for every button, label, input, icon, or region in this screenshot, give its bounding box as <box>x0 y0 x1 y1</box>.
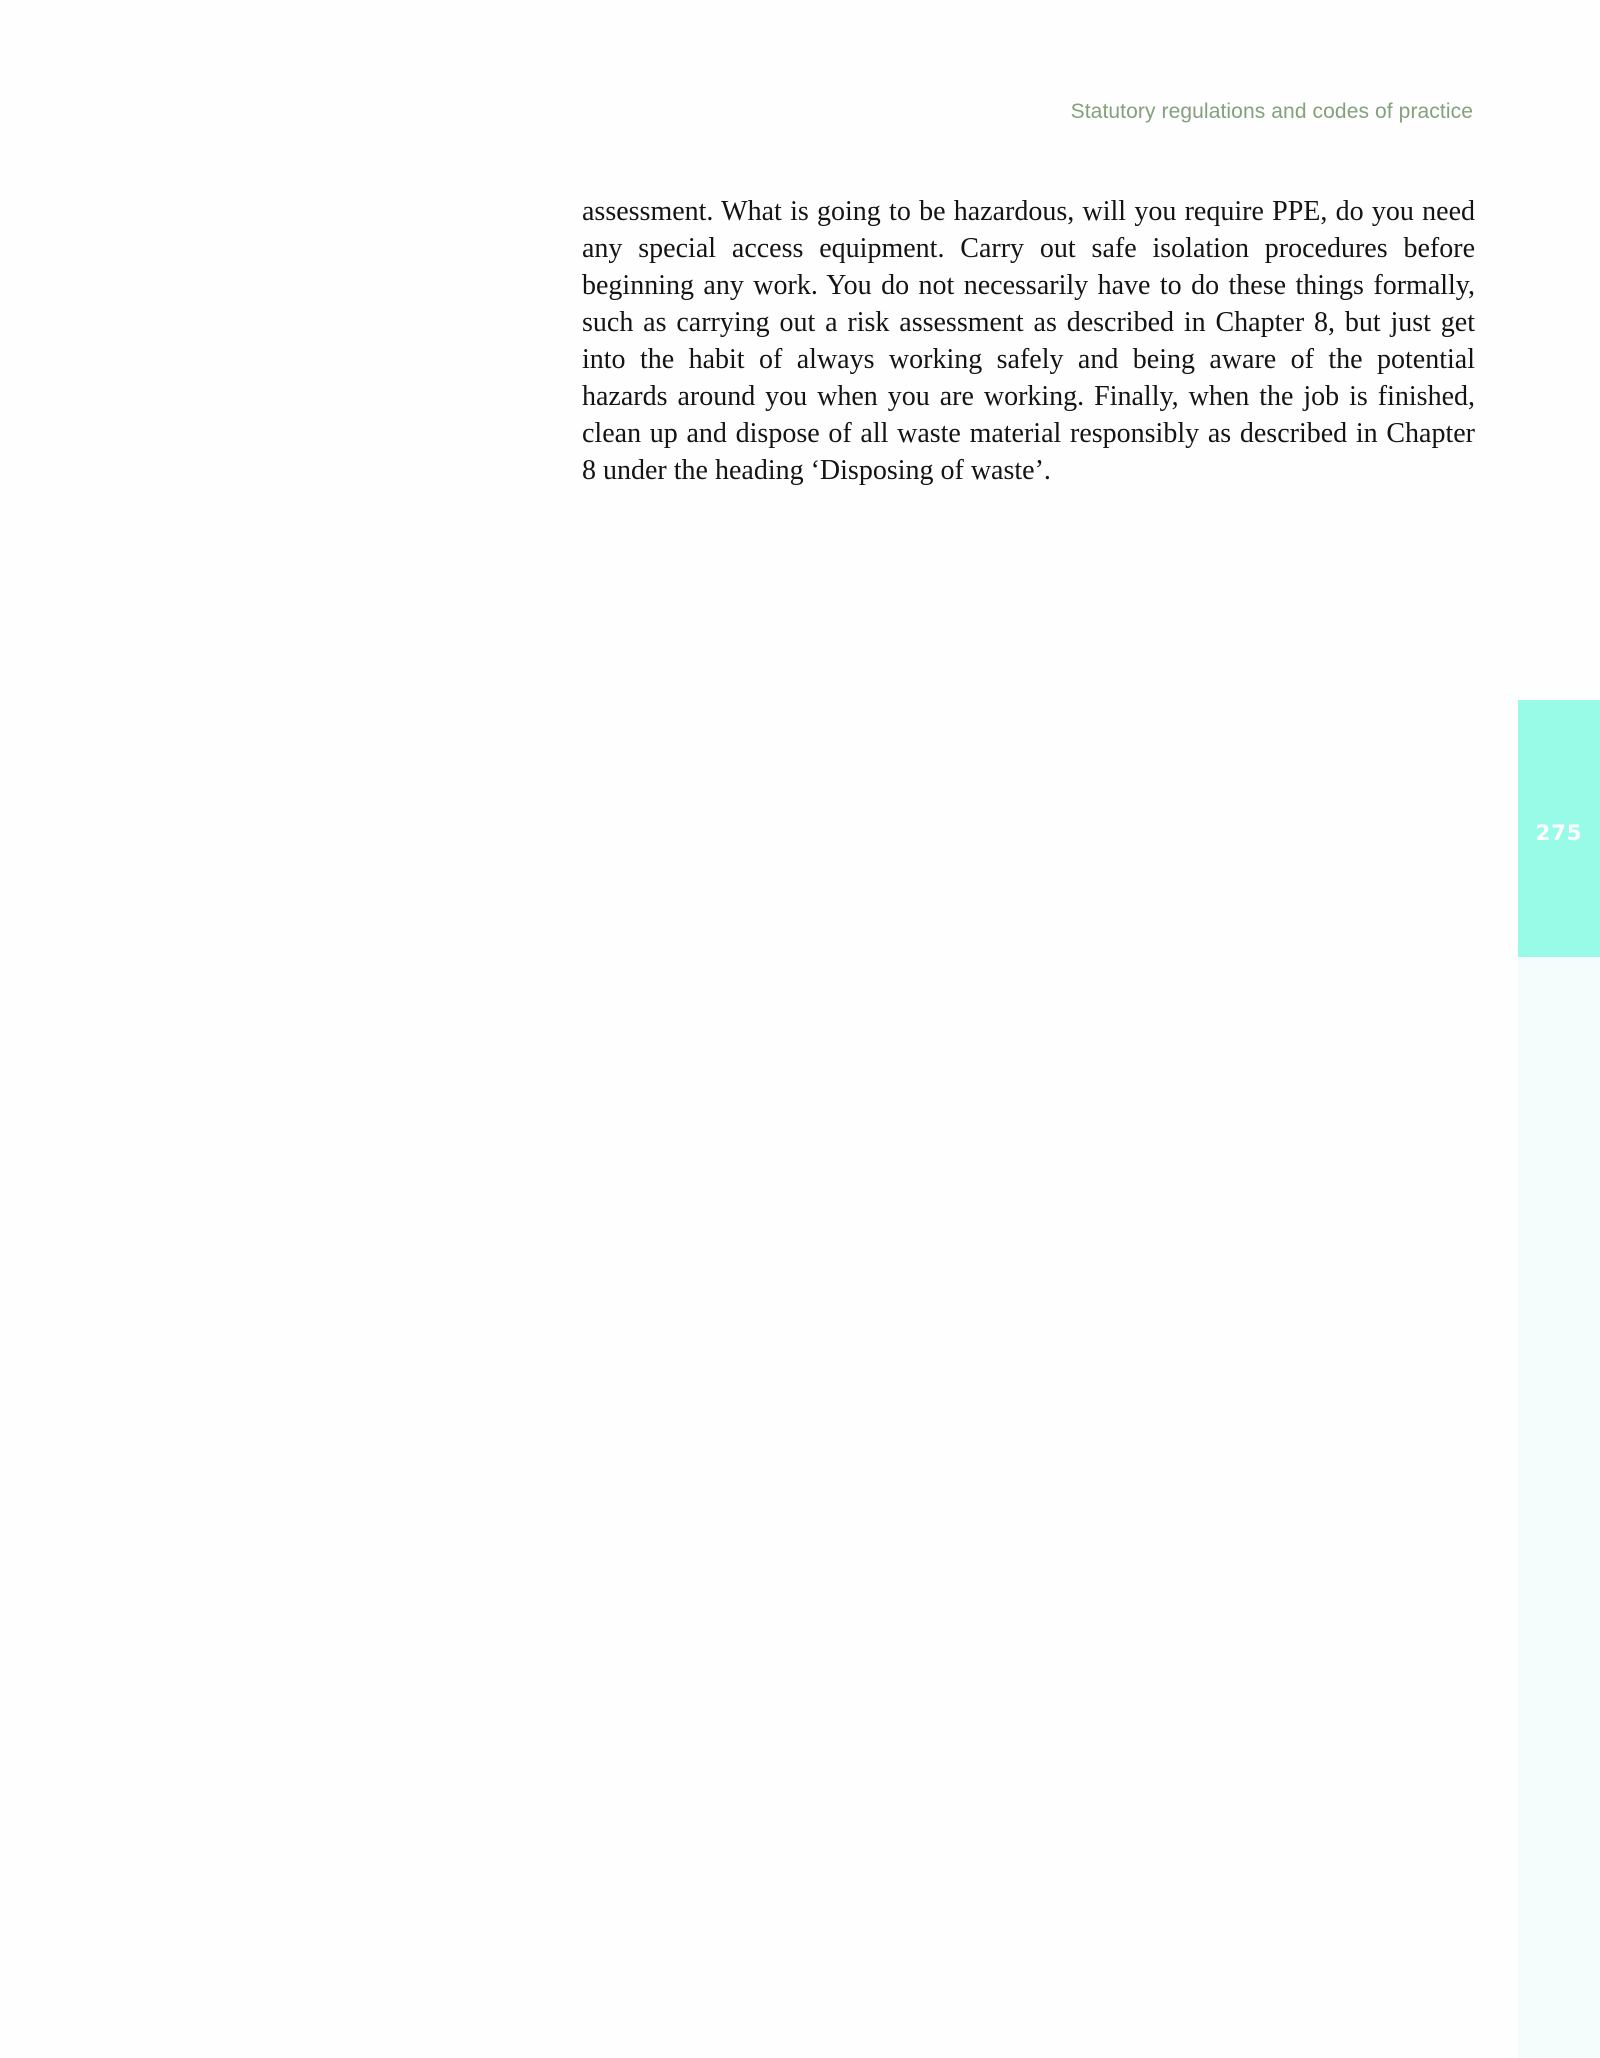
page-number: 275 <box>1535 821 1583 845</box>
page-number-tab <box>1518 700 1600 957</box>
running-header: Statutory regulations and codes of practice <box>1070 100 1473 123</box>
body-paragraph: assessment. What is going to be hazardous, will you require PPE, do you need any special access equipment. Carry out safe isolation procedures before beginning any work. You do not necessarily have to do these things formally, such as carrying out a risk assessment as described in Chapter 8, but just get into the habit of always working safely and being aware of the potential hazards around you when you are working. Finally, when the job is finished, clean up and dispose of all waste material responsibly as described in Chapter 8 under the heading ‘Disposing of waste’. <box>582 196 1475 486</box>
